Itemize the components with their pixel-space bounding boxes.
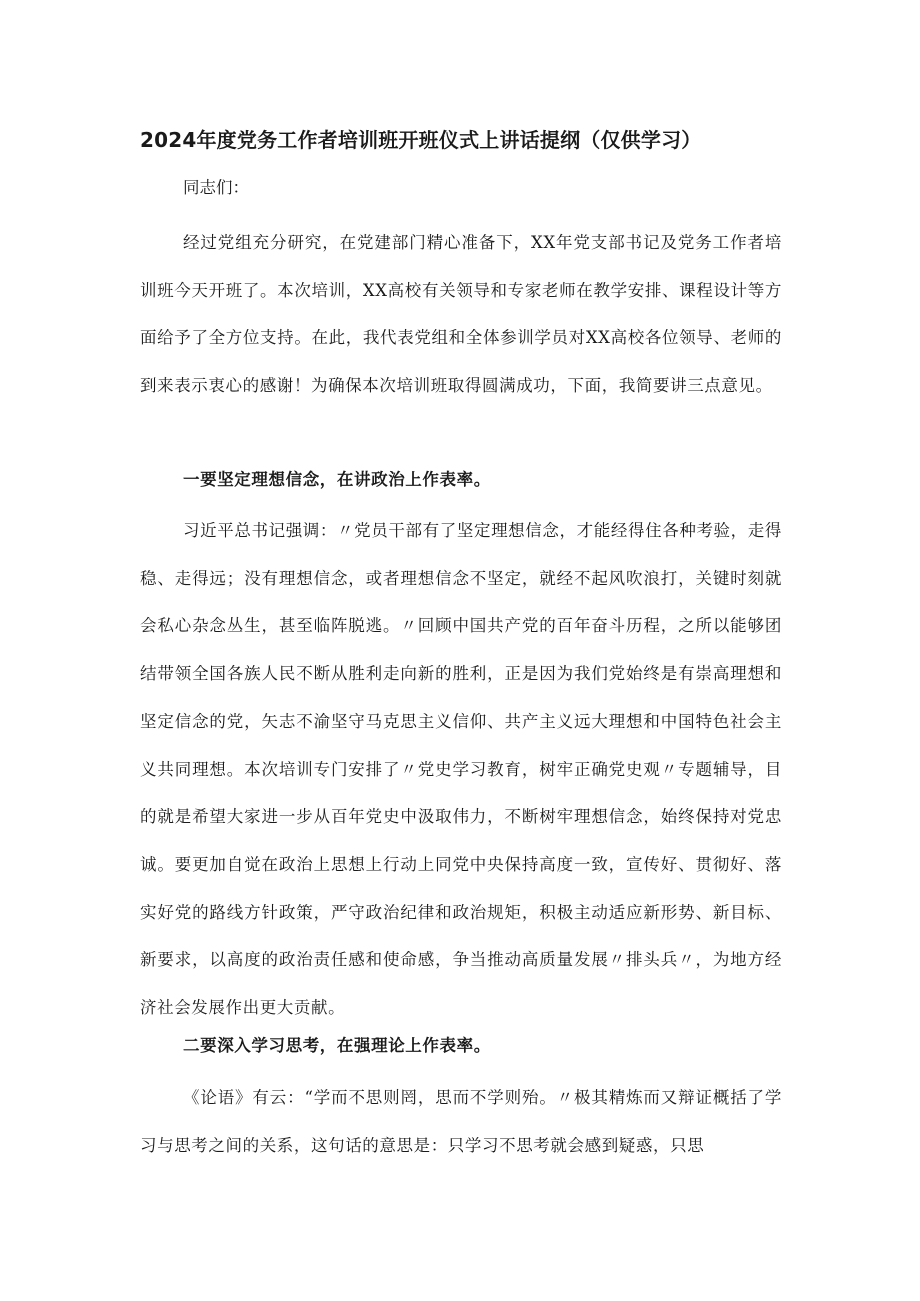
section-heading-1: 一要坚定理想信念，在讲政治上作表率。 bbox=[183, 470, 491, 489]
intro-paragraph: 经过党组充分研究，在党建部门精心准备下，XX年党支部书记及党务工作者培训班今天开班了。本次培训，XX高校有关领导和专家老师在教学安排、课程设计等方面给予了全方位支持。在此，我代表党组和全体参训学员对XX高校各位领导、老师的到来表示衷心的感谢！为确保本次培训班取得圆满成功，下面，我简要讲三点意见。 bbox=[140, 233, 782, 396]
section-heading-2: 二要深入学习思考，在强理论上作表率。 bbox=[183, 1036, 491, 1055]
document-title: 2024年度党务工作者培训班开班仪式上讲话提纲（仅供学习） bbox=[140, 128, 702, 152]
salutation: 同志们： bbox=[183, 178, 249, 197]
section-2-paragraph: 《论语》有云：“学而不思则罔，思而不学则殆。〃极其精炼而又辩证概括了学习与思考之间的关系，这句话的意思是：只学习不思考就会感到疑惑，只思 bbox=[140, 1088, 782, 1155]
section-1-paragraph: 习近平总书记强调：〃党员干部有了坚定理想信念，才能经得住各种考验，走得稳、走得远；没有理想信念，或者理想信念不坚定，就经不起风吹浪打，关键时刻就会私心杂念丛生，甚至临阵脱逃。〃回顾中国共产党的百年奋斗历程，之所以能够团结带领全国各族人民不断从胜利走向新的胜利，正是因为我们党始终是有崇高理想和坚定信念的党，矢志不渝坚守马克思主义信仰、共产主义远大理想和中国特色社会主义共同理想。本次培训专门安排了〃党史学习教育，树牢正确党史观〃专题辅导，目的就是希望大家进一步从百年党史中汲取伟力，不断树牢理想信念，始终保持对党忠诚。要更加自觉在政治上思想上行动上同党中央保持高度一致，宣传好、贯彻好、落实好党的路线方针政策，严守政治纪律和政治规矩，积极主动适应新形势、新目标、新要求，以高度的政治责任感和使命感，争当推动高质量发展〃排头兵〃，为地方经济社会发展作出更大贡献。 bbox=[140, 521, 782, 1018]
